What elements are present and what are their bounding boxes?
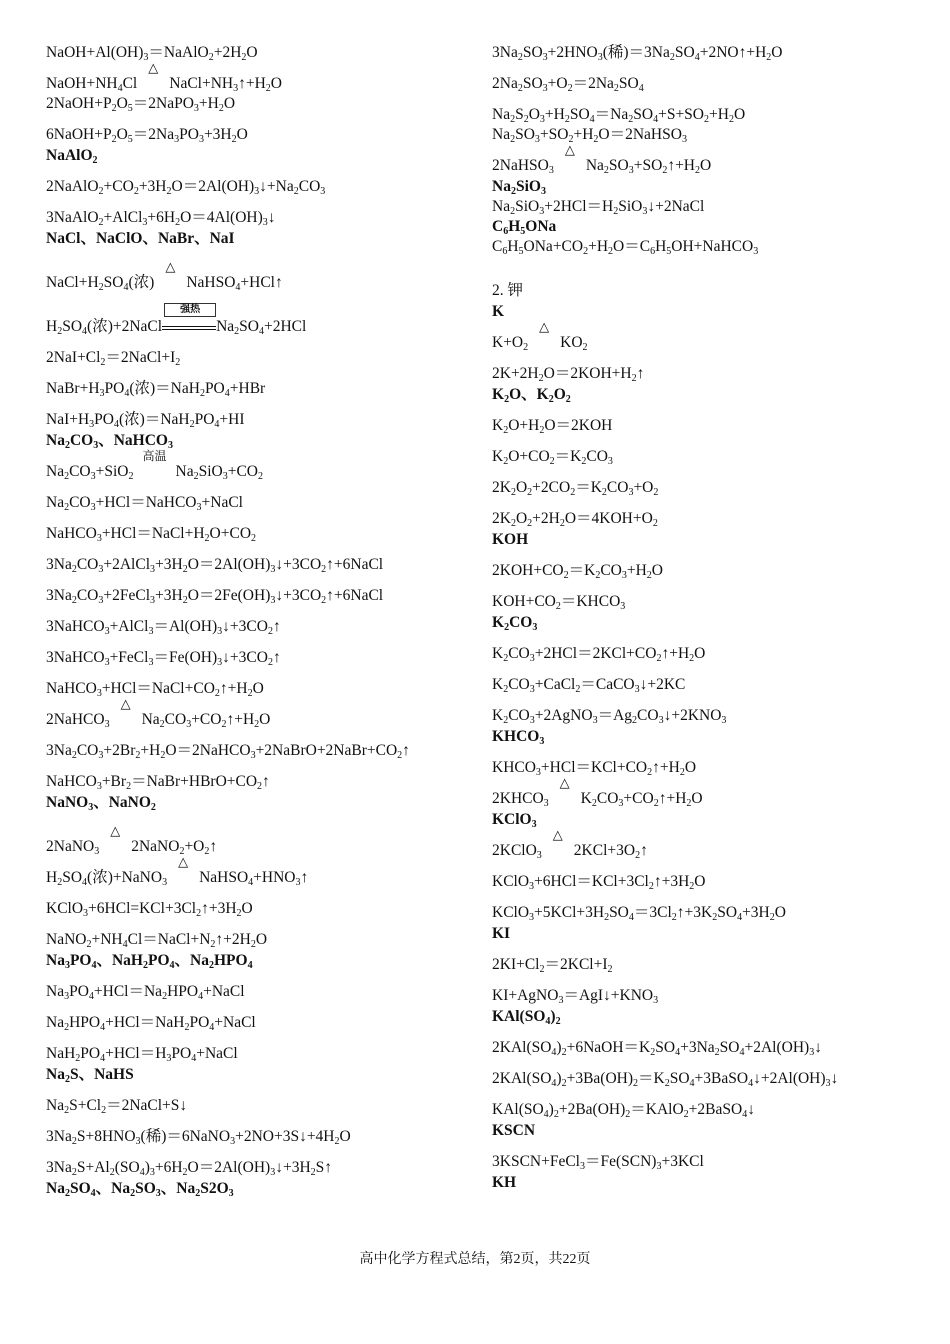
equation: $2NaAlO_2+CO_2+3H_2O=2Al(OH)_3↓+Na_2CO_3$ [46,178,326,197]
equation: $2KAl(SO_4)_2+6NaOH=K_2SO_4+3Na_2SO_4+2Al(OH)_3↓$ [492,1039,822,1058]
equation: $H_2SO_4$(浓)+2NaCl 强热 $Na_2SO_4+2HCl$ [46,304,307,337]
section-heading: $C_6H_5ONa$ [492,218,557,237]
equation: 2KClO$_3$ △ $2KCl+3O_2↑$ [492,827,648,861]
section-heading: KH [492,1174,517,1191]
section-heading: $Na_3PO_4$、$NaH_2PO_4$、$Na_2HPO_4$ [46,952,253,971]
equation: $NaCl+H_2SO_4$(浓) △ NaHSO$_4$+HCl↑ [46,259,283,293]
section-heading: KOH [492,531,529,548]
equation: $6NaOH+P_2O_5=2Na_3PO_3+3H_2O$ [46,126,248,145]
equation: $KI+AgNO_3=AgI↓+KNO_3$ [492,987,659,1006]
equation: $Na_2S_2O_3+H_2SO_4=Na_2SO_4+S+SO_2+H_2O$ [492,106,746,125]
section-heading: $Na_2CO_3$、NaHCO$_3$ [46,432,173,451]
equation: 2NaHCO$_3$ △ $Na_2CO_3+CO_2↑+H_2O$ [46,696,271,730]
equation: 2NaNO$_3$ △ $2NaNO_2+O_2↑$ [46,823,218,857]
equation: $2NaOH+P_2O_5=2NaPO_3+H_2O$ [46,95,236,114]
section-heading: NaAlO$_2$ [46,147,98,166]
equation: $2KAl(SO_4)_2+3Ba(OH)_2=K_2SO_4+3BaSO_4↓+2Al(OH)_3↓$ [492,1070,839,1089]
equation: $2KOH+CO_2=K_2CO_3+H_2O$ [492,562,663,581]
equation: $Na_2SO_3+SO_2+H_2O=2NaHSO_3$ [492,126,687,145]
section-heading: K [492,303,505,320]
page-footer: 高中化学方程式总结，第2页，共22页 [359,1252,591,1267]
equation: $K_2O+CO_2=K_2CO_3$ [492,448,613,467]
equation: $K_2CO_3+2AgNO_3=Ag_2CO_3↓+2KNO_3$ [492,707,727,726]
equation: $NaHCO_3+HCl=NaCl+H_2O+CO_2$ [46,525,257,544]
equation: $KClO_3+6HCl=KCl+3Cl_2↑+3H_2O$ [492,873,706,892]
equation: $Na_2SiO_3+2HCl=H_2SiO_3↓+2NaCl$ [492,198,705,217]
equation: $KClO_3+6HCl=KCl+3Cl_2↑+3H_2O$ [46,900,253,919]
equation: $2NaI+Cl_2=2NaCl+I_2$ [46,349,181,368]
equation: $Na_3PO_4+HCl=Na_2HPO_4+NaCl$ [46,983,245,1002]
equation: $3NaHCO_3+AlCl_3=Al(OH)_3↓+3CO_2↑$ [46,618,281,637]
section-heading: NaCl、NaClO、NaBr、NaI [46,230,235,247]
equation: $NaHCO_3+HCl=NaCl+CO_2↑+H_2O$ [46,680,264,699]
equation: $NaBr+H_3PO_4$(浓)$=NaH_2PO_4+HBr$ [46,380,266,399]
equation: $KOH+CO_2=KHCO_3$ [492,593,626,612]
left-column [46,44,466,1198]
equation: $3KSCN+FeCl_3=Fe(SCN)_3+3KCl$ [492,1153,704,1172]
section-number: 2. 钾 [492,282,524,299]
equation: $H_2SO_4$(浓)+NaNO$_3$ △ $NaHSO_4+HNO_3↑$ [46,854,309,888]
section-heading: KClO$_3$ [492,811,537,830]
equation: $Na_2CO_3+HCl=NaHCO_3+NaCl$ [46,494,243,513]
equation: $K_2O+H_2O=2KOH$ [492,417,613,436]
equation: $KAl(SO_4)_2+2Ba(OH)_2=KAlO_2+2BaSO_4↓$ [492,1101,755,1120]
equation: $Na_2HPO_4+HCl=NaH_2PO_4+NaCl$ [46,1014,256,1033]
section-heading: $Na_2SiO_3$ [492,178,546,197]
equation: $NaH_2PO_4+HCl=H_3PO_4+NaCl$ [46,1045,238,1064]
equation: $3Na_2CO_3+2AlCl_3+3H_2O=2Al(OH)_3↓+3CO_2↑+6NaCl$ [46,556,384,575]
equation: $3Na_2SO_3+2HNO_3$(稀)$=3Na_2SO_4+2NO↑+H_2O$ [492,44,783,63]
equation: $3Na_2CO_3+2FeCl_3+3H_2O=2Fe(OH)_3↓+3CO_2↑+6NaCl$ [46,587,384,606]
section-heading: $K_2O$、$K_2O_2$ [492,386,571,405]
equation: $3Na_2S+8HNO_3$(稀)$=6NaNO_3+2NO+3S↓+4H_2O$ [46,1128,351,1147]
section-heading: $KAl(SO_4)_2$ [492,1008,561,1027]
equation: $NaI+H_3PO_4$(浓)$=NaH_2PO_4+HI$ [46,411,245,430]
equation: 2NaHSO$_3$ △ $Na_2SO_3+SO_2↑+H_2O$ [492,142,712,176]
equation: $KHCO_3+HCl=KCl+CO_2↑+H_2O$ [492,759,697,778]
right-column [492,44,912,1192]
section-heading: KSCN [492,1122,536,1139]
equation: $NaNO_2+NH_4Cl=NaCl+N_2↑+2H_2O$ [46,931,268,950]
section-heading: $Na_2SO_4$、$Na_2SO_3$、$Na_2S2O_3$ [46,1180,234,1199]
equation: $2K+2H_2O=2KOH+H_2↑$ [492,365,645,384]
equation: $2KI+Cl_2=2KCl+I_2$ [492,956,613,975]
equation: $Na_2CO_3+SiO_2$ 高温 $Na_2SiO_3+CO_2$ [46,449,263,482]
equation: $3NaHCO_3+FeCl_3=Fe(OH)_3↓+3CO_2↑$ [46,649,281,668]
equation: $2KHCO_3$ △ $K_2CO_3+CO_2↑+H_2O$ [492,775,703,809]
equation: $2Na_2SO_3+O_2=2Na_2SO_4$ [492,75,644,94]
equation: $3Na_2CO_3+2Br_2+H_2O=2NaHCO_3+2NaBrO+2NaBr+CO_2↑$ [46,742,410,761]
section-heading: KI [492,925,511,942]
equation: $K_2CO_3+2HCl=2KCl+CO_2↑+H_2O$ [492,645,706,664]
section-heading: $KHCO_3$ [492,728,545,747]
equation: $NaOH+Al(OH)_3=NaAlO_2+2H_2O$ [46,44,258,63]
equation: $NaHCO_3+Br_2=NaBr+HBrO+CO_2↑$ [46,773,270,792]
equation: $3Na_2S+Al_2(SO_4)_3+6H_2O=2Al(OH)_3↓+3H_2S↑$ [46,1159,333,1178]
equation: $2K_2O_2+2CO_2=K_2CO_3+O_2$ [492,479,659,498]
equation: $KClO_3+5KCl+3H_2SO_4=3Cl_2↑+3K_2SO_4+3H_2O$ [492,904,786,923]
equation: $C_6H_5ONa+CO_2+H_2O=C_6H_5OH+NaHCO_3$ [492,238,759,257]
equation: $K+O_2$ △ $KO_2$ [492,319,588,353]
equation: $Na_2S+Cl_2=2NaCl+S↓$ [46,1097,188,1116]
section-heading: NaNO$_3$、NaNO$_2$ [46,794,156,813]
equation: $NaOH+NH_4Cl$ △ $NaCl+NH_3↑+H_2O$ [46,60,282,94]
equation: $3NaAlO_2+AlCl_3+6H_2O=4Al(OH)_3↓$ [46,209,276,228]
section-heading: $K_2CO_3$ [492,614,538,633]
equation: $2K_2O_2+2H_2O=4KOH+O_2$ [492,510,658,529]
section-heading: $Na_2S$、NaHS [46,1066,134,1085]
equation: $K_2CO_3+CaCl_2=CaCO_3↓+2KC$ [492,676,686,695]
